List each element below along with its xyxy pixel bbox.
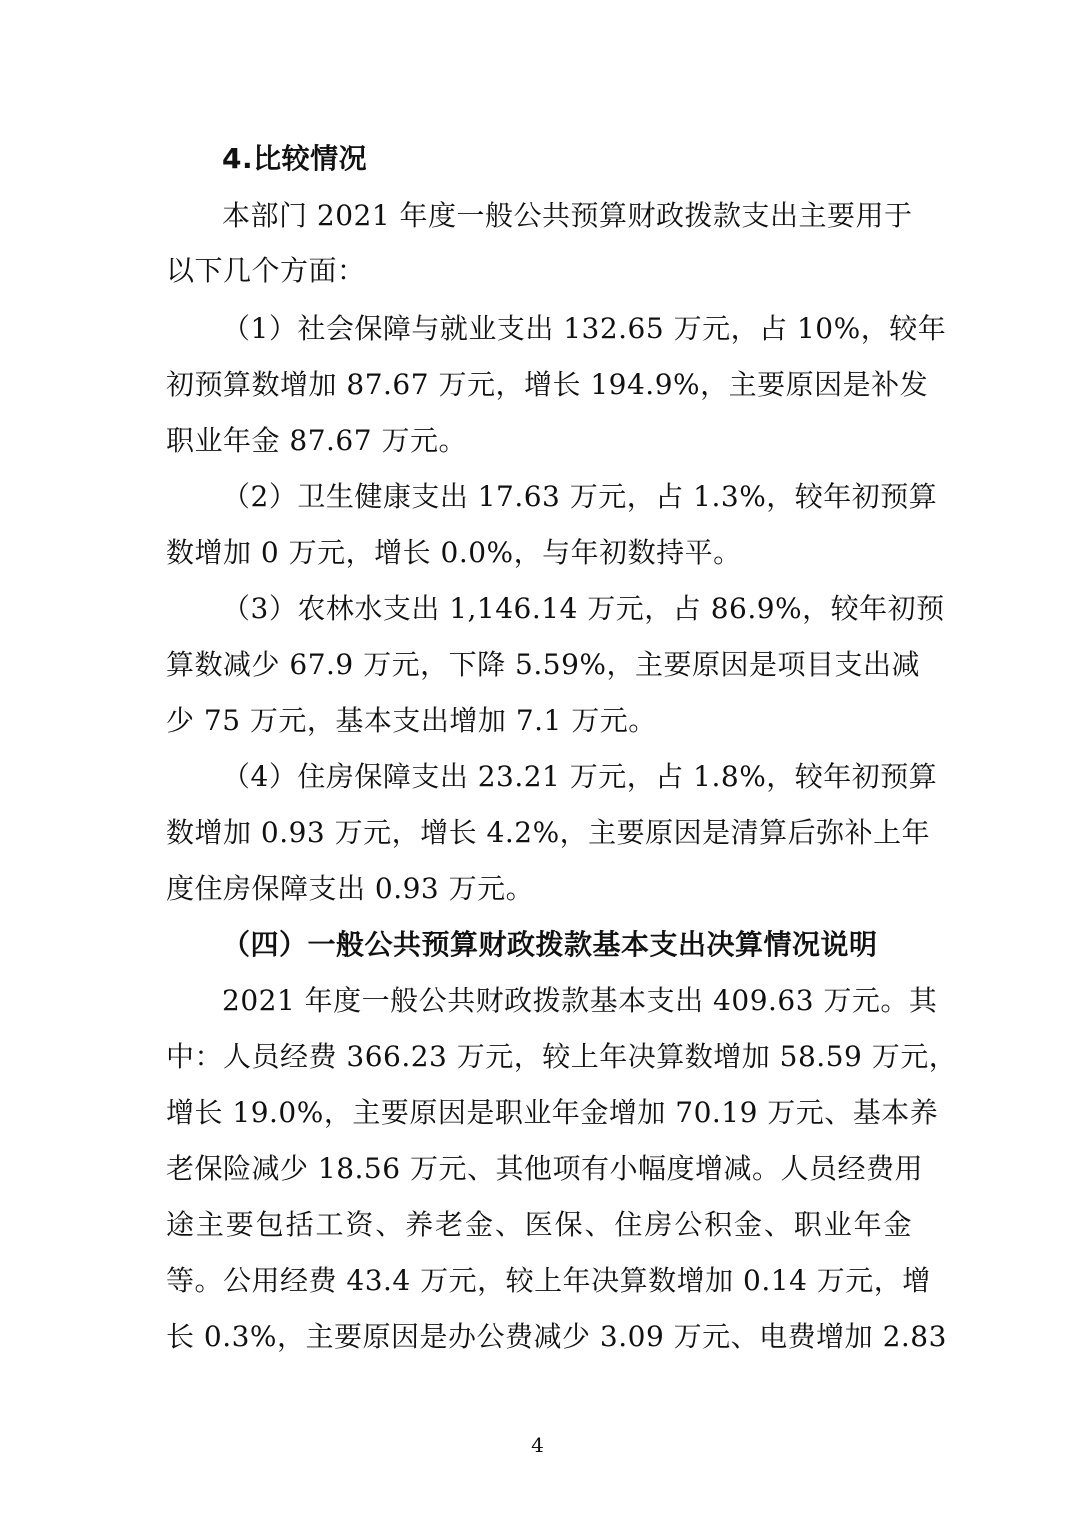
section-heading-basic-expenditure: （四）一般公共预算财政拨款基本支出决算情况说明 bbox=[222, 928, 878, 961]
paragraph-line: （1）社会保障与就业支出 132.65 万元，占 10%，较年 bbox=[222, 312, 947, 345]
paragraph-line: （2）卫生健康支出 17.63 万元，占 1.3%，较年初预算 bbox=[222, 480, 938, 513]
paragraph-line: （4）住房保障支出 23.21 万元，占 1.8%，较年初预算 bbox=[222, 760, 938, 793]
paragraph-line: 数增加 0.93 万元，增长 4.2%，主要原因是清算后弥补上年 bbox=[166, 816, 931, 849]
paragraph-line: 以下几个方面： bbox=[166, 254, 366, 287]
paragraph-line: 初预算数增加 87.67 万元，增长 194.9%，主要原因是补发 bbox=[166, 368, 929, 401]
paragraph-line: 算数减少 67.9 万元，下降 5.59%，主要原因是项目支出减 bbox=[166, 648, 920, 681]
section-heading-comparison: 4.比较情况 bbox=[222, 142, 368, 175]
paragraph-line: 本部门 2021 年度一般公共预算财政拨款支出主要用于 bbox=[222, 199, 913, 232]
page-number: 4 bbox=[531, 1433, 544, 1457]
paragraph-line: 职业年金 87.67 万元。 bbox=[166, 424, 467, 457]
paragraph-line: 2021 年度一般公共财政拨款基本支出 409.63 万元。其 bbox=[222, 984, 938, 1017]
paragraph-line: 增长 19.0%，主要原因是职业年金增加 70.19 万元、基本养 bbox=[166, 1096, 939, 1129]
paragraph-line: （3）农林水支出 1,146.14 万元，占 86.9%，较年初预 bbox=[222, 592, 945, 625]
paragraph-line: 途主要包括工资、养老金、医保、住房公积金、职业年金 bbox=[166, 1208, 912, 1241]
paragraph-line: 少 75 万元，基本支出增加 7.1 万元。 bbox=[166, 704, 657, 737]
paragraph-line: 长 0.3%，主要原因是办公费减少 3.09 万元、电费增加 2.83 bbox=[166, 1320, 947, 1353]
paragraph-line: 等。公用经费 43.4 万元，较上年决算数增加 0.14 万元，增 bbox=[166, 1264, 931, 1297]
paragraph-line: 度住房保障支出 0.93 万元。 bbox=[166, 872, 535, 905]
paragraph-line: 中：人员经费 366.23 万元，较上年决算数增加 58.59 万元， bbox=[166, 1040, 958, 1073]
paragraph-line: 老保险减少 18.56 万元、其他项有小幅度增减。人员经费用 bbox=[166, 1152, 923, 1185]
paragraph-line: 数增加 0 万元，增长 0.0%，与年初数持平。 bbox=[166, 536, 742, 569]
